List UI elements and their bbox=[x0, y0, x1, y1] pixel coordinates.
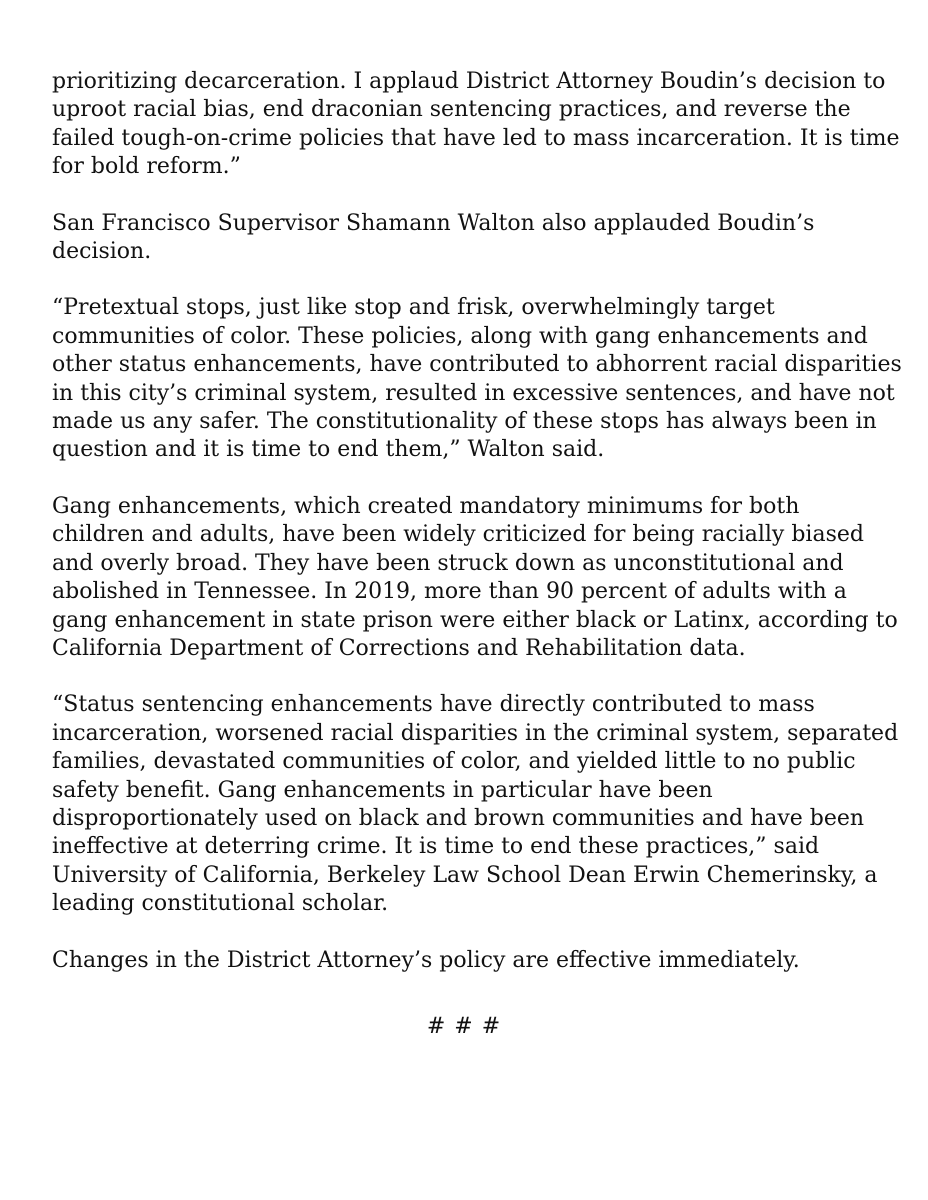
press-release-body bbox=[52, 68, 902, 1003]
paragraph-gang-enhancements: Gang enhancements, which created mandatory minimums for both children and adults, have been widely criticized for being racially biased and overly broad. They have been struck down as unconstitutional and abolished in Tennessee. In 2019, more than 90 percent of adults with a gang enhancement in state prison were either black or Latinx, according to California Department of Corrections and Rehabilitation data. bbox=[52, 493, 898, 661]
paragraph-quote-conclusion: prioritizing decarceration. I applaud District Attorney Boudin’s decision to uproot racial bias, end draconian sentencing practices, and reverse the failed tough-on-crime policies that have led to mass incarceration. It is time for bold reform.” bbox=[52, 69, 900, 180]
paragraph-chemerinsky-quote: “Status sentencing enhancements have directly contributed to mass incarceration, worsened racial disparities in the criminal system, separated families, devastated communities of color, and yielded little to no public safety benefit. Gang enhancements in particular have been disproportionately used on black and brown communities and have been ineffective at deterring crime. It is time to end these practices,” said University of California, Berkeley Law School Dean Erwin Chemerinsky, a leading constitutional scholar. bbox=[52, 692, 899, 917]
paragraph-policy-effective: Changes in the District Attorney’s policy are effective immediately. bbox=[52, 947, 800, 973]
paragraph-walton-quote: “Pretextual stops, just like stop and frisk, overwhelmingly target communities of color. These policies, along with gang enhancements and other status enhancements, have contributed to abhorrent racial disparities in this city’s criminal system, resulted in excessive sentences, and have not made us any safer. The constitutionality of these stops has always been in question and it is time to end them,” Walton said. bbox=[52, 295, 902, 463]
paragraph-walton-intro: San Francisco Supervisor Shamann Walton also applauded Boudin’s decision. bbox=[52, 210, 815, 265]
end-of-release-mark: # # # bbox=[426, 1014, 502, 1039]
